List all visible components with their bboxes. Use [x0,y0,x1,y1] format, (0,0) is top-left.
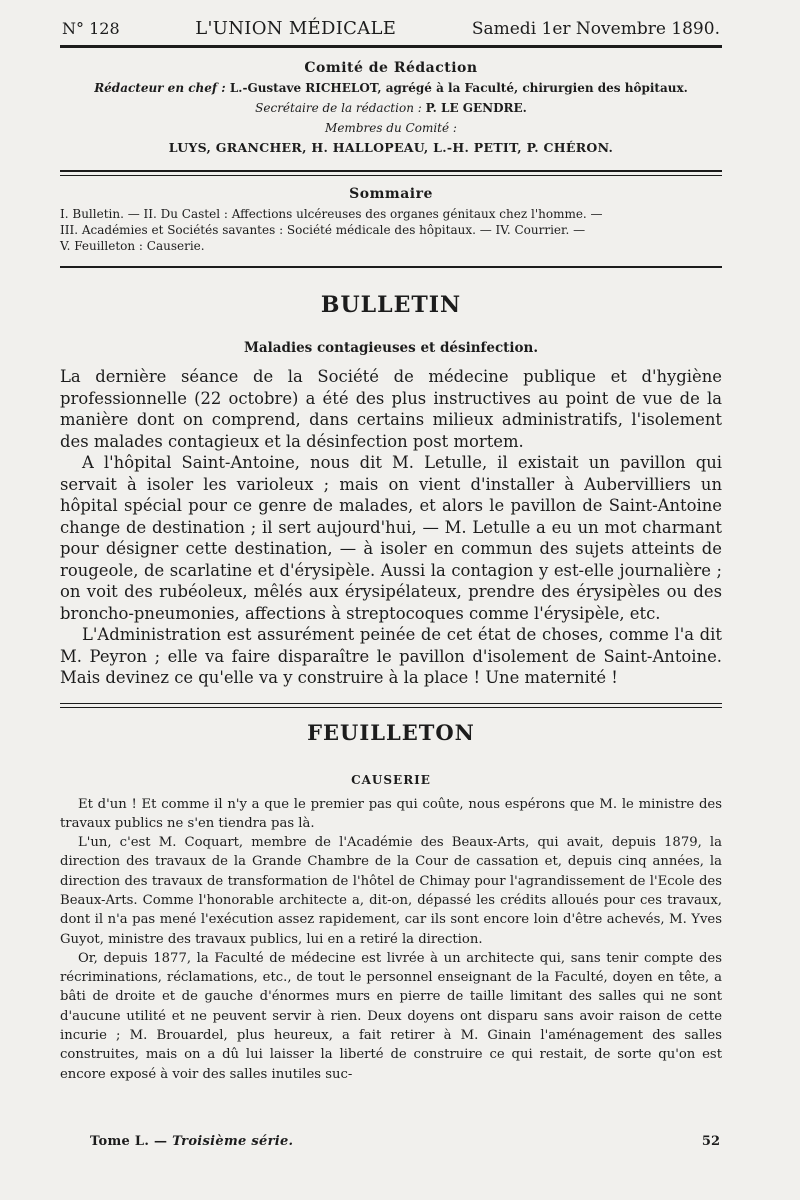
toc-line: III. Académies et Sociétés savantes : Société médicale des hôpitaux. — IV. Courrier. — [60,223,586,237]
secretary-line [60,98,722,118]
bulletin-paragraph: La dernière séance de la Société de médecine publique et d'hygiène professionnelle (22 octobre) a été des plus instructives au point de vue de la manière dont on comprend, dans certains milieux administratifs, l'isolement des malades contagieux et la désinfection post mortem. [60,367,722,451]
journal-title: L'UNION MÉDICALE [195,18,397,39]
bulletin-paragraph: L'Administration est assurément peinée de cet état de choses, comme l'a dit M. Peyron ; elle va faire disparaître le pavillon d'isolement de Saint-Antoine. Mais devinez ce qu'elle va y construire à la place ! Une maternité ! [60,625,722,687]
causerie-heading: CAUSERIE [351,772,431,787]
header-rule [60,45,722,48]
members-names: LUYS, GRANCHER, H. HALLOPEAU, L.-H. PETIT, P. CHÉRON. [168,140,614,155]
feuilleton-rule [60,703,722,704]
bulletin-paragraph: A l'hôpital Saint-Antoine, nous dit M. Letulle, il existait un pavillon qui servait à isoler les varioleux ; mais on vient d'installer à Aubervilliers un hôpital spécial pour ce genre de malades, et alors le pavillon de Saint-Antoine change de destination ; il sert aujourd'hui, — M. Letulle a eu un mot charmant pour désigner cette destination, — à isoler en commun des sujets atteints de rougeole, de scarlatine et d'érysipèle. Aussi la contagion y est-elle journalière ; on voit des rubéoleux, mêlés aux érysipélateux, prendre des érysipèles ou des broncho-pneumonies, affections à streptocoques comme l'érysipèle, etc. [60,453,722,623]
committee-rule-thin [60,175,722,176]
feuilleton-rule-thin [60,707,722,708]
secretary-label: Secrétaire de la rédaction : [255,101,422,115]
committee-title: Comité de Rédaction [304,60,478,76]
running-header [60,18,722,39]
feuilleton-heading: FEUILLETON [307,719,475,745]
editor-in-chief-label: Rédacteur en chef : [94,81,226,95]
feuilleton-body [60,795,722,1084]
editor-in-chief-line [60,78,722,98]
bulletin-subtitle: Maladies contagieuses et désinfection. [243,340,539,356]
page-number: 52 [701,1134,720,1149]
volume-label: Tome L. — [90,1134,168,1149]
bulletin-body [60,366,722,689]
table-of-contents [60,206,722,254]
toc-line: V. Feuilleton : Causerie. [60,239,205,253]
toc-line: I. Bulletin. — II. Du Castel : Affections ulcéreuses des organes génitaux chez l'homme. — [60,207,603,221]
feuilleton-paragraph: Et d'un ! Et comme il n'y a que le premier pas qui coûte, nous espérons que M. le ministre des travaux publics ne s'en tiendra pas là. [60,796,722,831]
series-label: Troisième série. [172,1134,294,1149]
committee-rule [60,170,722,172]
feuilleton-paragraph: L'un, c'est M. Coquart, membre de l'Académie des Beaux-Arts, qui avait, depuis 1879, la direction des travaux de la Grande Chambre de la Cour de cassation et, depuis cinq années, la direction des travaux de transformation de l'hôtel de Chimay pour l'agrandissement de l'Ecole des Beaux-Arts. Comme l'honorable architecte a, dit-on, dépassé les crédits alloués pour ces travaux, dont il n'a pas mené l'exécution assez rapidement, car ils sont encore loin d'être achevés, M. Yves Guyot, ministre des travaux publics, lui en a retiré la direction. [60,835,722,947]
volume-info [90,1134,293,1149]
issue-number: N° 128 [62,19,120,38]
sommaire-rule [60,266,722,268]
issue-date: Samedi 1er Novembre 1890. [471,19,720,39]
editor-in-chief-name: L.-Gustave RICHELOT, agrégé à la Faculté, chirurgien des hôpitaux. [229,81,688,95]
sommaire-title: Sommaire [349,186,433,202]
secretary-name: P. LE GENDRE. [425,101,527,115]
page-footer [90,1134,720,1149]
members-label: Membres du Comité : [325,121,457,135]
editorial-committee [60,58,722,158]
bulletin-heading: BULLETIN [320,292,462,318]
feuilleton-paragraph: Or, depuis 1877, la Faculté de médecine est livrée à un architecte qui, sans tenir compte des récriminations, réclamations, etc., de tout le personnel enseignant de la Faculté, doyen en tête, a bâti de droite et de gauche d'énormes murs en pierre de taille limitant des salles qui ne sont d'aucune utilité et ne peuvent servir à rien. Deux doyens ont disparu sans avoir raison de cette incurie ; M. Brouardel, plus heureux, a fait retirer à M. Ginain l'aménagement des salles construites, mais on a dû lui laisser la liberté de construire ce qui restait, de sorte qu'on est encore exposé à voir des salles inutiles suc- [60,950,722,1082]
